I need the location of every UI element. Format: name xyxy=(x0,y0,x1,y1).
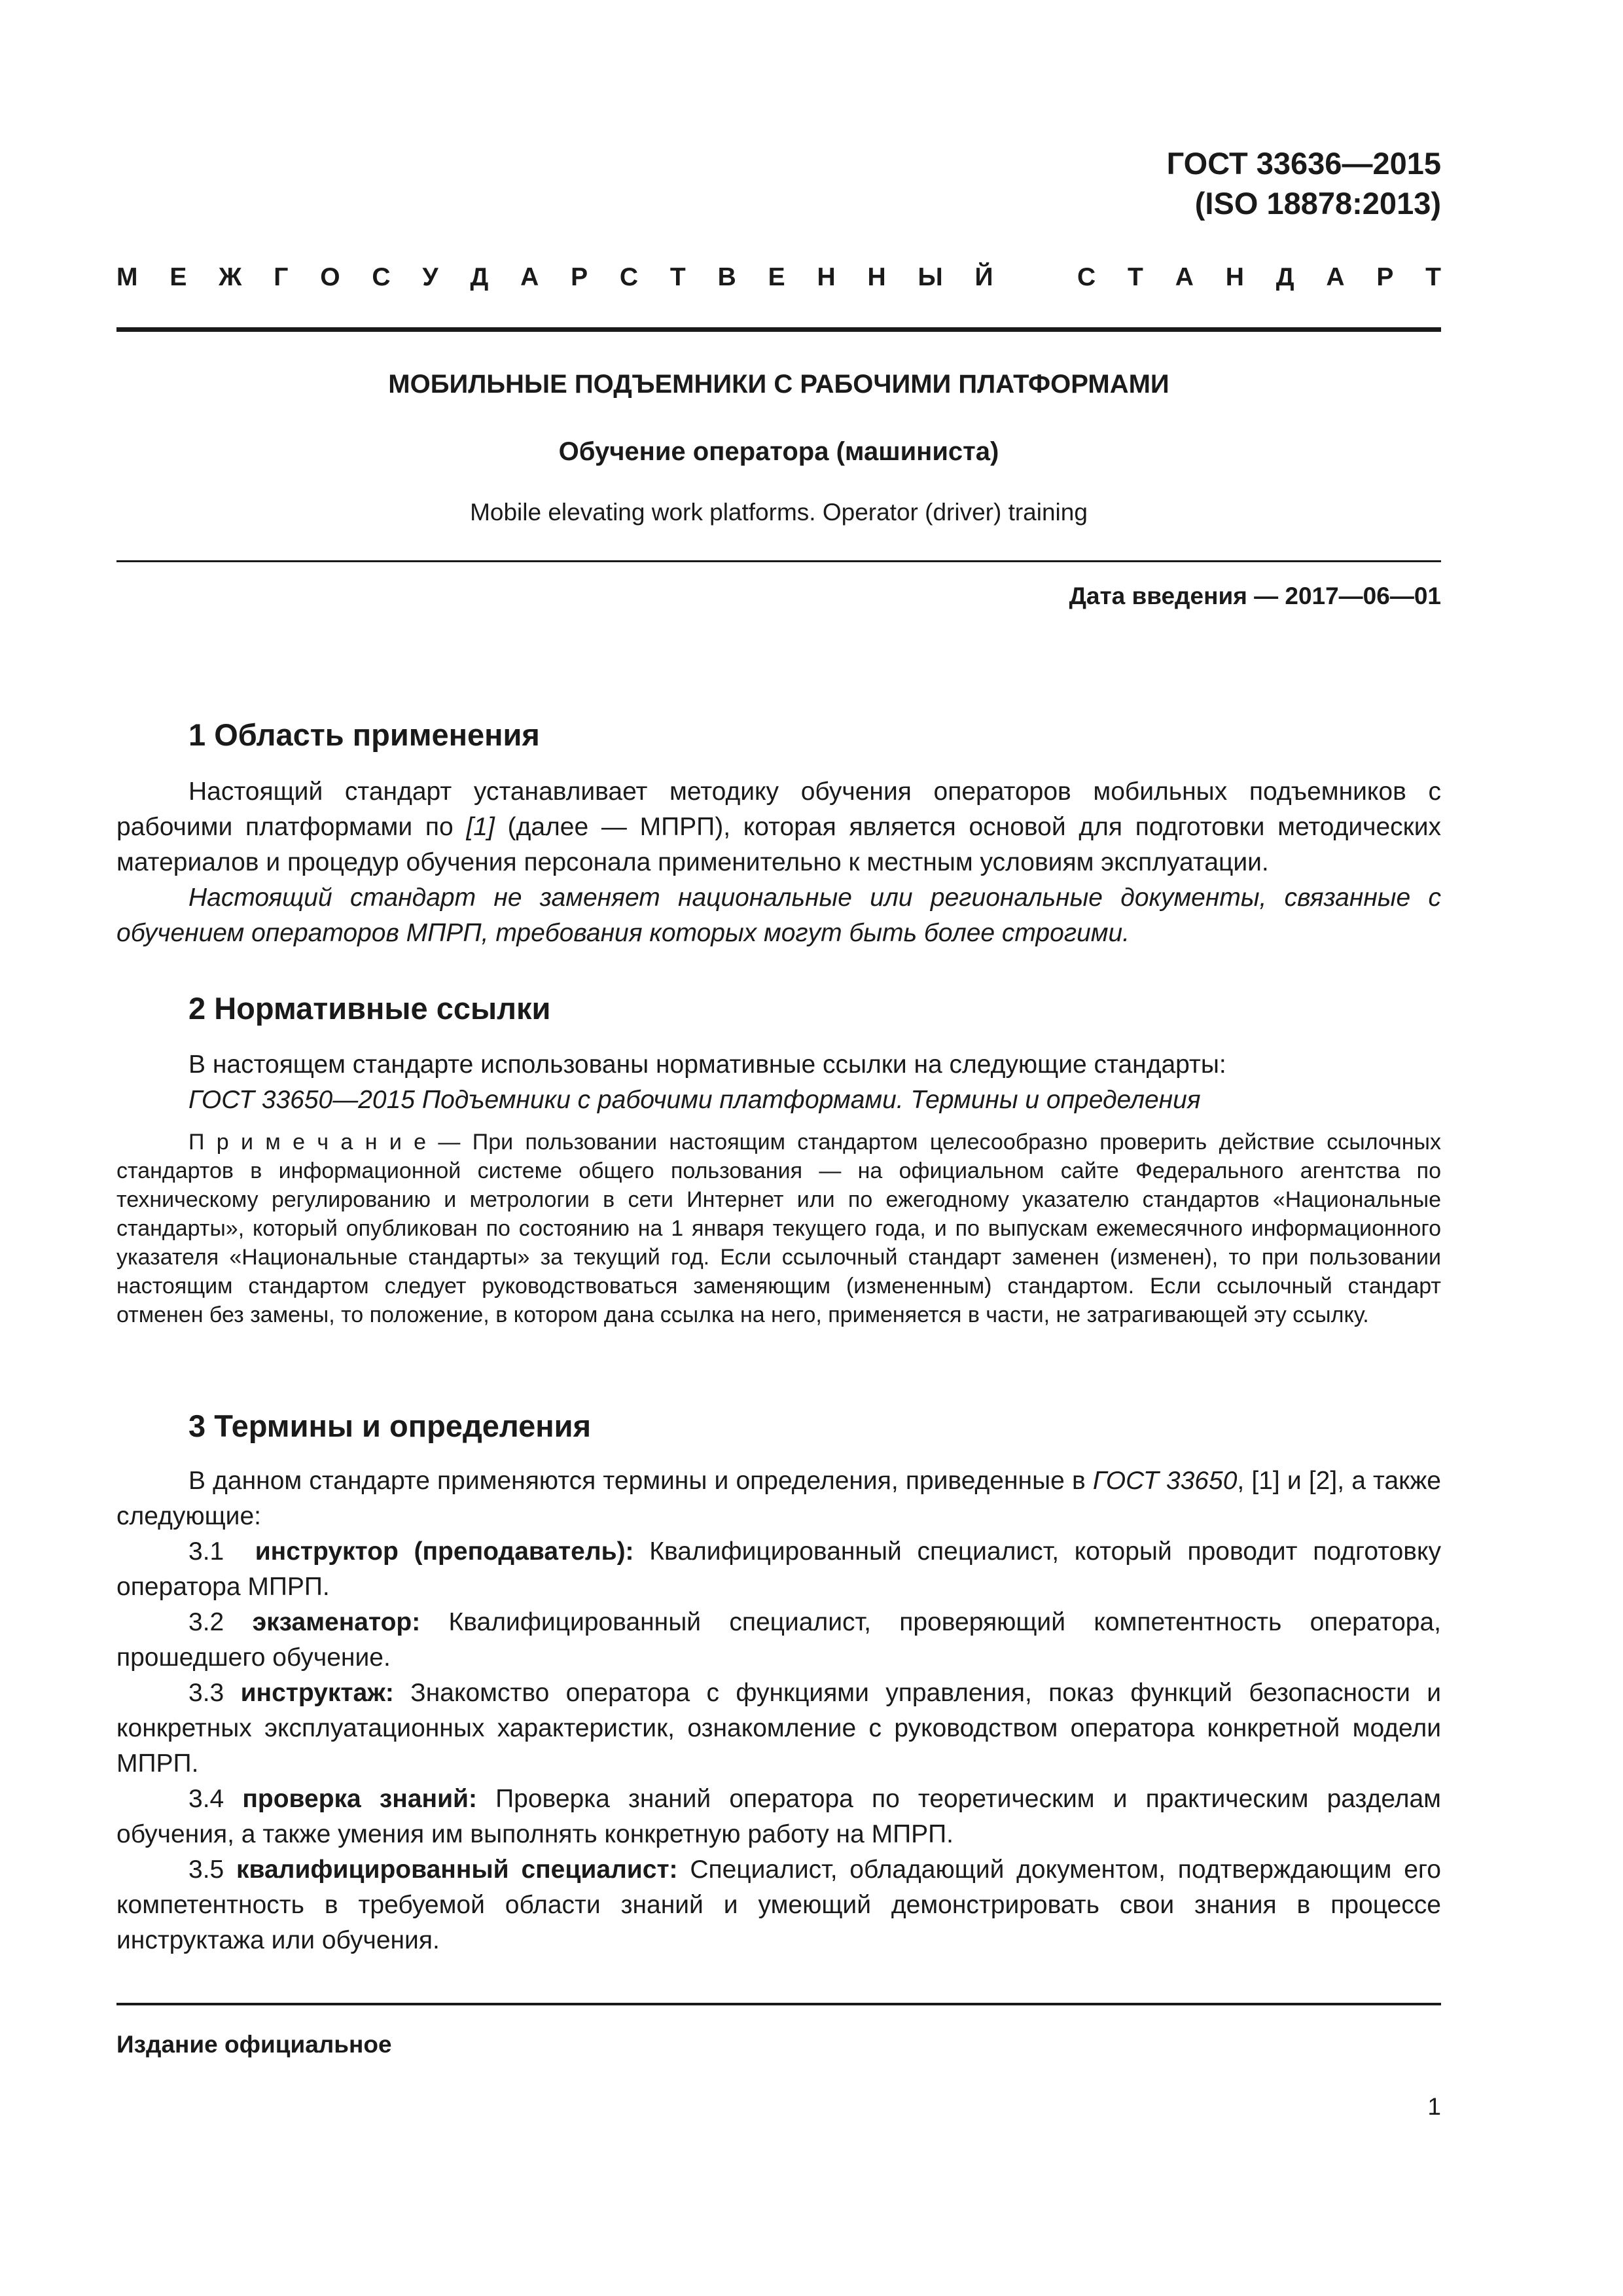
section-2-body xyxy=(116,1047,1441,1118)
section-1-paragraph-1: Настоящий стандарт устанавливает методику обучения операторов мобильных подъемников с рабочими платформами по [1] (далее — МПРП), которая является основой для подготовки методических материалов и процедур обучения персонала применительно к местным условиям эксплуатации. xyxy=(116,778,1441,876)
section-2-note xyxy=(116,1128,1441,1329)
page-number: 1 xyxy=(1427,2093,1441,2120)
term-name: проверка знаний: xyxy=(242,1785,478,1813)
term-name: квалифицированный специалист: xyxy=(236,1856,678,1884)
section-3-heading: 3 Термины и определения xyxy=(188,1408,591,1443)
term-3-4: 3.4 проверка знаний: Проверка знаний оператора по теоретическим и практическим разделам обучения, а также умения им выполнять конкретную работу на МПРП. xyxy=(116,1785,1441,1848)
reference-1-link: [1] xyxy=(466,813,495,841)
introduction-date: Дата введения — 2017—06—01 xyxy=(1069,583,1441,609)
section-3-body xyxy=(116,1463,1441,1958)
standard-type-word-2: С Т А Н Д А Р Т xyxy=(1077,263,1454,291)
document-subtitle: Обучение оператора (машиниста) xyxy=(558,437,999,466)
section-3-intro: В данном стандарте применяются термины и определения, приведенные в ГОСТ 33650, [1] и [2], а также следующие: xyxy=(116,1467,1442,1530)
title-rule xyxy=(116,560,1441,562)
section-1-body xyxy=(116,774,1441,951)
official-edition-label: Издание официальное xyxy=(116,2031,392,2058)
standard-type-word-1: М Е Ж Г О С У Д А Р С Т В Е Н Н Ы Й xyxy=(116,263,1006,291)
term-3-5: 3.5 квалифицированный специалист: Специалист, обладающий документом, подтверждающим его компетентность в требуемой области знаний и умеющий демонстрировать свои знания в процессе инструктажа или обучения. xyxy=(116,1856,1441,1954)
english-title: Mobile elevating work platforms. Operator (driver) training xyxy=(470,499,1088,526)
standard-designation: ГОСТ 33636—2015 xyxy=(1166,146,1441,181)
footer-rule xyxy=(116,2003,1441,2005)
section-2-paragraph-1: В настоящем стандарте использованы нормативные ссылки на следующие стандарты: xyxy=(188,1050,1226,1079)
section-1-heading: 1 Область применения xyxy=(188,717,540,752)
section-1-paragraph-2: Настоящий стандарт не заменяет национальные или региональные документы, связанные с обучением операторов МПРП, требования которых могут быть более строгими. xyxy=(116,884,1441,947)
term-3-2: 3.2 экзаменатор: Квалифицированный специалист, проверяющий компетентность оператора, прошедшего обучение. xyxy=(116,1608,1441,1672)
term-name: экзаменатор: xyxy=(252,1608,421,1636)
document-title: МОБИЛЬНЫЕ ПОДЪЕМНИКИ С РАБОЧИМИ ПЛАТФОРМАМИ xyxy=(388,370,1169,399)
header-thick-rule xyxy=(116,327,1441,332)
note-label: П р и м е ч а н и е xyxy=(188,1130,427,1155)
normative-reference: ГОСТ 33650—2015 Подъемники с рабочими платформами. Термины и определения xyxy=(188,1086,1201,1114)
iso-reference: (ISO 18878:2013) xyxy=(1194,186,1441,221)
note-text: — При пользовании настоящим стандартом целесообразно проверить действие ссылочных стандартов в информационной системе общего пользования — на официальном сайте Федерального агентства по техническому регулированию и метрологии в сети Интернет или по ежегодному указателю стандартов «Национальные стандарты», который опубликован по состоянию на 1 января текущего года, и по выпускам ежемесячного информационного указателя «Национальные стандарты» за текущий год. Если ссылочный стандарт заменен (изменен), то при пользовании настоящим стандартом следует руководствоваться заменяющим (измененным) стандартом. Если ссылочный стандарт отменен без замены, то положение, в котором дана ссылка на него, применяется в части, не затрагивающей эту ссылку. xyxy=(116,1130,1441,1327)
term-3-1: 3.1 инструктор (преподаватель): Квалифицированный специалист, который проводит подготовку оператора МПРП. xyxy=(116,1537,1441,1601)
section-2-heading: 2 Нормативные ссылки xyxy=(188,991,551,1026)
term-3-3: 3.3 инструктаж: Знакомство оператора с функциями управления, показ функций безопасности и конкретных эксплуатационных характеристик, ознакомление с руководством оператора конкретной модели МПРП. xyxy=(116,1679,1441,1778)
term-name: инструктаж: xyxy=(240,1679,394,1707)
term-name: инструктор (преподаватель): xyxy=(255,1537,634,1566)
